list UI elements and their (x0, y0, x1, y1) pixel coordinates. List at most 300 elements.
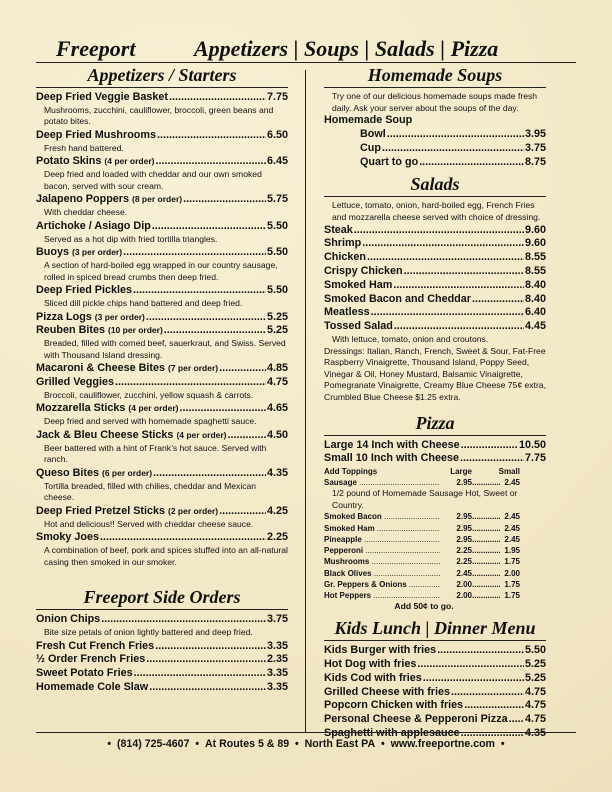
appetizer-price: 5.25 (266, 324, 288, 337)
leader-dots (146, 311, 266, 325)
footer-phone: (814) 725-4607 (117, 738, 190, 750)
kids-item-price: 5.25 (524, 657, 546, 670)
topping-small-price: 1.75 (504, 590, 520, 600)
leader-dots (115, 376, 266, 390)
leader-dots (219, 362, 266, 376)
appetizer-name (36, 311, 145, 325)
leader-dots (362, 237, 524, 251)
soup-label: Cup (360, 141, 381, 154)
appetizer-row (36, 429, 288, 443)
leader-dots (100, 531, 266, 545)
kids-item-price: 4.75 (524, 699, 546, 712)
salad-name (324, 306, 370, 320)
leader-dots (472, 590, 500, 601)
appetizer-label: Macaroni & Cheese Bites (36, 362, 166, 375)
salad-price: 9.60 (524, 237, 546, 250)
kids-item-row (324, 699, 546, 713)
kids-item-name (324, 644, 436, 658)
kids-item-price: 4.75 (524, 685, 546, 698)
appetizer-description: Tortilla breaded, filled with chilies, cheddar and Mexican cheese. (44, 480, 257, 503)
topping-row (324, 556, 546, 567)
side-order-row (36, 613, 288, 627)
salad-row (324, 293, 546, 307)
kids-item-label: Grilled Cheese with fries (324, 685, 451, 698)
side-order-price: 3.35 (266, 667, 288, 680)
appetizer-label: Smoky Joes (36, 531, 100, 544)
salad-price: 4.45 (524, 320, 546, 333)
topping-large-price: 2.25 (456, 557, 472, 567)
appetizer-label: Pizza Logs (36, 310, 92, 323)
appetizer-price: 4.35 (266, 466, 288, 479)
salad-row (324, 251, 546, 265)
appetizer-description: Sliced dill pickle chips hand battered and deep fried. (44, 297, 243, 308)
appetizer-label: Reuben Bites (36, 324, 105, 337)
restaurant-name: Freeport (56, 36, 136, 61)
leader-dots (133, 284, 266, 298)
salad-row (324, 306, 546, 320)
kids-item-row (324, 658, 546, 672)
salad-label: Tossed Salad (324, 320, 393, 333)
appetizer-name (36, 246, 122, 260)
pizza-size-row (324, 439, 546, 453)
appetizer-name (36, 531, 99, 545)
topping-large-price: 2.45 (456, 568, 472, 578)
salads-heading: Salads (410, 174, 460, 195)
sides-list (36, 613, 288, 695)
appetizer-description: Deep fried and served with homemade spaghetti sauce. (44, 416, 257, 427)
appetizer-row (36, 155, 288, 169)
leader-dots (387, 128, 524, 142)
leader-dots (423, 672, 524, 686)
salads-rule (324, 196, 546, 197)
appetizer-label: Deep Fried Pickles (36, 284, 133, 297)
leader-dots (169, 91, 266, 105)
side-order-price: 3.75 (266, 613, 288, 626)
toppings-label: Add Toppings (324, 467, 378, 477)
kids-item-name (324, 699, 463, 713)
kids-rule (324, 640, 546, 641)
appetizer-portion: (10 per order) (108, 325, 163, 336)
salad-label: Shrimp (324, 237, 362, 250)
salad-label: Meatless (324, 306, 370, 319)
appetizer-label: Mozzarella Sticks (36, 402, 126, 415)
appetizer-row (36, 246, 288, 260)
soup-price: 3.75 (524, 141, 546, 154)
soup-name (360, 142, 381, 156)
kids-list (324, 644, 546, 741)
leader-dots (155, 640, 266, 654)
kids-item-label: Personal Cheese & Pepperoni Pizza (324, 713, 508, 726)
leader-dots (367, 251, 524, 265)
kids-item-row (324, 672, 546, 686)
kids-item-row (324, 644, 546, 658)
right-column (324, 64, 546, 741)
leader-dots (419, 156, 524, 170)
leader-dots (464, 699, 524, 713)
side-order-name (36, 681, 148, 695)
side-order-row (36, 681, 288, 695)
kids-item-label: Popcorn Chicken with fries (324, 699, 464, 712)
appetizer-description: Beer battered with a hint of Frank’s hot sauce. Served with ranch. (44, 442, 267, 465)
appetizer-label: Buoys (36, 246, 69, 259)
side-order-row (36, 667, 288, 681)
appetizer-name (36, 129, 156, 143)
leader-dots (472, 534, 500, 545)
appetizer-price: 4.50 (266, 428, 288, 441)
appetizer-label: Deep Fried Pretzel Sticks (36, 504, 166, 517)
leader-dots (393, 279, 524, 293)
salad-price: 8.40 (524, 292, 546, 305)
appetizer-label: Jalapeno Poppers (36, 193, 130, 206)
topping-small-price: 2.45 (504, 534, 520, 544)
topping-row (324, 545, 546, 556)
footer-bullet: • (195, 738, 200, 750)
footer-bullet: • (380, 738, 385, 750)
pizza-size-name (324, 439, 460, 453)
appetizer-row (36, 505, 288, 519)
salad-label: Smoked Bacon and Cheddar (324, 292, 471, 305)
soup-name (360, 156, 418, 170)
appetizer-label: Artichoke / Asiago Dip (36, 219, 151, 232)
leader-dots (509, 713, 524, 727)
side-order-price: 3.35 (266, 639, 288, 652)
soups-rule (324, 87, 546, 88)
side-order-price: 3.35 (266, 681, 288, 693)
topping-row (324, 534, 546, 545)
appetizer-row (36, 220, 288, 234)
pizza-size-name (324, 452, 459, 466)
sausage-note: 1/2 pound of Homemade Sausage Hot, Sweet or Country. (332, 488, 518, 510)
toppings-col-small: Small (498, 467, 520, 477)
topping-name: Black Olives ..... (324, 568, 440, 579)
side-order-label: Onion Chips (36, 613, 101, 626)
topping-large-price: 2.95 (456, 534, 472, 544)
topping-name: Hot Peppers ..... (324, 590, 440, 601)
appetizer-name (36, 429, 227, 443)
salad-price: 8.55 (524, 264, 546, 277)
kids-item-row (324, 713, 546, 727)
pizza-size-label: Small 10 Inch with Cheese (324, 452, 460, 465)
leader-dots (153, 467, 266, 481)
pizza-size-row (324, 452, 546, 466)
appetizer-description: With cheddar cheese. (44, 207, 128, 218)
soup-price: 8.75 (524, 155, 546, 168)
side-order-label: Sweet Potato Fries (36, 667, 133, 680)
toppings-col-large: Large (450, 467, 472, 477)
leader-dots (101, 613, 266, 627)
column-divider (305, 70, 306, 733)
left-column (36, 64, 288, 695)
topping-row (324, 523, 546, 534)
appetizer-description: Breaded, filled with corned beef, sauerkraut, and Swiss. Served with Thousand Island dressing. (44, 338, 286, 360)
appetizer-price: 5.25 (266, 310, 288, 323)
kids-item-name (324, 713, 508, 727)
soup-name (360, 128, 386, 142)
topping-row (324, 511, 546, 522)
pizza-size-price: 10.50 (518, 438, 546, 451)
appetizer-row (36, 402, 288, 416)
leader-dots (183, 193, 266, 207)
topping-name: Gr. Peppers & Onions ..... (324, 579, 440, 590)
appetizer-description: A combination of beef, pork and spices stuffed into an all-natural casing then smoked in our smoker. (44, 545, 288, 567)
leader-dots (354, 224, 524, 238)
leader-dots (219, 505, 266, 519)
leader-dots (157, 129, 266, 143)
appetizer-price: 6.45 (266, 155, 288, 168)
topping-small-price: 2.45 (504, 478, 520, 488)
appetizer-row (36, 284, 288, 298)
appetizer-price: 4.25 (266, 504, 288, 517)
footer-bullet: • (500, 738, 505, 750)
footer (36, 738, 576, 750)
leader-dots (460, 452, 524, 466)
leader-dots (472, 556, 500, 567)
footer-location: At Routes 5 & 89 (204, 738, 290, 750)
salad-name (324, 279, 392, 293)
menu-banner (56, 36, 576, 62)
appetizer-price: 2.25 (266, 531, 288, 544)
kids-item-name (324, 686, 450, 700)
appetizer-label: Potato Skins (36, 155, 102, 168)
pizza-size-price: 7.75 (524, 452, 546, 465)
kids-item-name (324, 658, 416, 672)
topping-row (324, 590, 546, 601)
topping-large-price: 2.95 (456, 478, 472, 488)
salad-price: 6.40 (524, 306, 546, 319)
topping-large-price: 2.95 (456, 523, 472, 533)
page-title: Appetizers | Soups | Salads | Pizza (194, 36, 499, 61)
kids-item-price: 5.50 (524, 644, 546, 657)
appetizer-row (36, 91, 288, 105)
appetizer-row (36, 193, 288, 207)
kids-item-name (324, 672, 422, 686)
salad-label: Chicken (324, 251, 367, 264)
leader-dots (472, 523, 500, 534)
kids-item-row (324, 686, 546, 700)
appetizer-portion: (7 per order) (168, 363, 219, 374)
side-order-name (36, 640, 154, 654)
leader-dots (382, 142, 524, 156)
side-order-label: Fresh Cut French Fries (36, 639, 155, 652)
appetizer-price: 4.75 (266, 376, 288, 389)
leader-dots (437, 644, 524, 658)
appetizer-portion: (4 per order) (176, 429, 227, 440)
salad-row (324, 265, 546, 279)
footer-bullet: • (295, 738, 299, 750)
appetizer-name (36, 155, 154, 169)
appetizer-row (36, 129, 288, 143)
appetizer-portion: (4 per order) (104, 156, 155, 167)
appetizer-portion: (6 per order) (102, 467, 153, 478)
salad-row (324, 279, 546, 293)
appetizer-name (36, 376, 114, 390)
sides-rule (36, 609, 288, 610)
appetizer-description: A section of hard-boiled egg wrapped in our country sausage, rolled in spiced bread crumbs then deep fried. (44, 259, 278, 282)
appetizer-row (36, 531, 288, 545)
side-order-row (36, 653, 288, 667)
sides-heading: Freeport Side Orders (83, 587, 241, 608)
side-order-price: 2.35 (266, 653, 288, 666)
salad-price: 8.40 (524, 278, 546, 291)
topping-large-price: 2.00 (456, 590, 472, 600)
appetizer-portion: (3 per order) (94, 311, 145, 322)
leader-dots (123, 246, 266, 260)
side-order-name (36, 667, 133, 681)
appetizer-row (36, 376, 288, 390)
salad-label: Crispy Chicken (324, 264, 403, 277)
appetizer-portion: (4 per order) (128, 403, 179, 414)
kids-item-price: 4.75 (524, 713, 546, 726)
salad-price: 9.60 (524, 223, 546, 236)
salad-row (324, 237, 546, 251)
footer-town: North East PA (304, 738, 376, 750)
topping-large-price: 2.95 (456, 512, 472, 522)
topping-small-price: 2.45 (504, 512, 520, 522)
salad-row (324, 320, 546, 334)
appetizer-portion: (3 per order) (72, 247, 123, 258)
pizza-heading: Pizza (415, 412, 455, 433)
appetizer-description: Hot and delicious!! Served with cheddar cheese sauce. (44, 518, 254, 529)
to-go-note: Add 50¢ to go. (394, 601, 454, 612)
appetizer-price: 5.50 (266, 284, 288, 297)
topping-name: Smoked Bacon ..... (324, 511, 440, 522)
appetizer-price: 5.75 (266, 193, 288, 206)
leader-dots (472, 579, 500, 590)
soup-row (360, 142, 546, 156)
side-order-name (36, 613, 100, 627)
leader-dots (149, 681, 266, 695)
topping-row-sausage (324, 477, 546, 488)
banner-divider (36, 62, 576, 63)
soup-label: Bowl (360, 127, 386, 140)
leader-dots (472, 293, 524, 307)
salad-label: Steak (324, 223, 353, 236)
leader-dots (472, 511, 500, 522)
soups-intro: Try one of our delicious homemade soups made fresh daily. Ask your server about the soups of the day. (332, 91, 538, 113)
salad-name (324, 265, 403, 279)
topping-large-price: 2.00 (456, 579, 472, 589)
leader-dots (472, 568, 500, 579)
dressings-note: Dressings: Italian, Ranch, French, Sweet & Sour, Fat-Free Raspberry Vinaigrette, Thousand Island, Poppy Seed, Vinegar & Oil, Honey Mustard, Balsamic Vinaigrette, Pomegranate Vinaigrette, Creamy Blue Cheese 75¢ extra, Crumbled Blue Cheese $1.25 extra. (324, 345, 546, 402)
leader-dots (404, 265, 524, 279)
salad-name (324, 251, 366, 265)
appetizer-description: Deep fried and loaded with cheddar and our own smoked bacon, served with sour cream. (44, 169, 262, 191)
salads-intro: Lettuce, tomato, onion, hard-boiled egg, French Fries and mozzarella cheese served with choice of dressing. (332, 200, 541, 222)
salad-price: 8.55 (524, 251, 546, 264)
appetizer-label: Queso Bites (36, 466, 99, 479)
leader-dots (472, 545, 500, 556)
leader-dots (146, 653, 266, 667)
topping-name: Smoked Ham ..... (324, 523, 440, 534)
topping-small-price: 2.00 (504, 568, 520, 578)
appetizer-description: Served as a hot dip with fried tortilla triangles. (44, 233, 218, 244)
leader-dots (451, 686, 524, 700)
appetizer-row (36, 324, 288, 338)
soup-label: Quart to go (360, 155, 419, 168)
appetizer-price: 5.50 (266, 246, 288, 259)
kids-item-label: Kids Cod with fries (324, 671, 422, 684)
appetizer-name (36, 220, 151, 234)
appetizer-name (36, 91, 168, 105)
topping-name: Pepperoni ..... (324, 545, 440, 556)
leader-dots (371, 306, 524, 320)
salad-row (324, 224, 546, 238)
leader-dots (152, 220, 266, 234)
salad-name (324, 293, 471, 307)
appetizer-row (36, 311, 288, 325)
appetizer-price: 4.65 (266, 402, 288, 415)
side-order-description: Bite size petals of onion lightly battered and deep fried. (44, 627, 253, 638)
topping-name: Sausage ..... (324, 477, 440, 488)
side-order-label: ½ Order French Fries (36, 653, 146, 666)
appetizer-label: Deep Fried Mushrooms (36, 128, 156, 141)
soup-row (360, 156, 546, 170)
leader-dots (164, 324, 266, 338)
appetizer-price: 7.75 (266, 91, 288, 103)
side-order-label: Homemade Cole Slaw (36, 681, 149, 693)
appetizer-name (36, 284, 132, 298)
footer-divider (36, 732, 576, 733)
topping-small-price: 1.95 (504, 546, 520, 556)
appetizer-row (36, 467, 288, 481)
appetizer-portion: (2 per order) (168, 505, 219, 516)
appetizer-description: Fresh hand battered. (44, 142, 124, 153)
leader-dots (180, 402, 266, 416)
topping-large-price: 2.25 (456, 546, 472, 556)
topping-name: Mushrooms ..... (324, 556, 440, 567)
pizza-size-label: Large 14 Inch with Cheese (324, 438, 460, 451)
toppings-header (324, 466, 546, 477)
soup-row (360, 128, 546, 142)
pizza-sizes (324, 439, 546, 467)
topping-row (324, 568, 546, 579)
salad-name (324, 224, 353, 238)
leader-dots (134, 667, 266, 681)
soups-list (324, 128, 546, 169)
soups-heading: Homemade Soups (367, 65, 503, 85)
appetizer-name (36, 193, 182, 207)
salads-list (324, 224, 546, 334)
appetizer-label: Deep Fried Veggie Basket (36, 91, 169, 103)
topping-small-price: 1.75 (504, 579, 520, 589)
pizza-rule (324, 435, 546, 436)
topping-row (324, 579, 546, 590)
leader-dots (155, 155, 266, 169)
leader-dots (417, 658, 524, 672)
appetizers-list (36, 91, 288, 568)
appetizer-label: Grilled Veggies (36, 376, 115, 389)
footer-web: www.freeportne.com (390, 738, 495, 750)
appetizer-label: Jack & Bleu Cheese Sticks (36, 428, 174, 441)
kids-item-price: 5.25 (524, 671, 546, 684)
appetizers-rule (36, 87, 288, 88)
leader-dots (228, 429, 266, 443)
kids-item-price: 4.35 (524, 726, 546, 739)
kids-item-label: Hot Dog with fries (324, 657, 417, 670)
appetizer-name (36, 362, 218, 376)
appetizer-name (36, 402, 179, 416)
side-order-row (36, 640, 288, 654)
appetizer-price: 4.85 (266, 362, 288, 375)
soup-price: 3.95 (524, 127, 546, 140)
tossed-salad-note: With lettuce, tomato, onion and croutons. (332, 333, 489, 344)
appetizer-description: Broccoli, cauliflower, zucchini, yellow squash & carrots. (44, 389, 254, 400)
salad-label: Smoked Ham (324, 278, 393, 291)
appetizer-name (36, 324, 163, 338)
appetizer-price: 6.50 (266, 128, 288, 141)
topping-name: Pineapple ..... (324, 534, 440, 545)
leader-dots (394, 320, 524, 334)
